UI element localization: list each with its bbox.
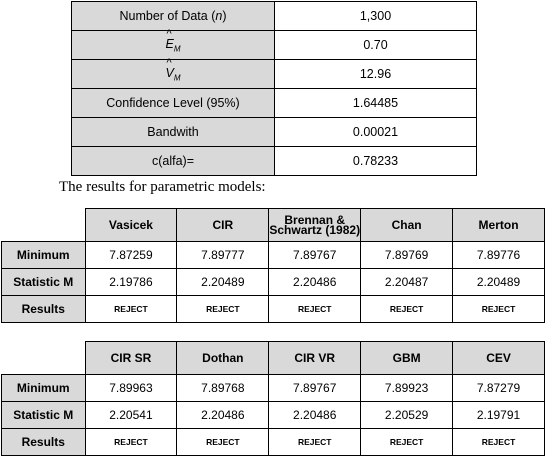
param-row (72, 89, 477, 118)
result-cell: REJECT (361, 296, 453, 323)
statistic-cell: 2.20489 (453, 269, 545, 296)
statistic-cell: 2.20541 (85, 402, 177, 429)
param-row (72, 31, 477, 60)
param-value: 0.78233 (275, 147, 477, 176)
model-header: GBM (361, 342, 453, 375)
empty-corner (2, 342, 86, 375)
model-header: Dothan (177, 342, 269, 375)
param-label-e-hat: ^ $E_M$ (72, 31, 275, 60)
statistic-cell: 2.19791 (453, 402, 545, 429)
param-row (72, 60, 477, 89)
minimum-cell: 7.89767 (269, 375, 361, 402)
row-label: Results (2, 429, 86, 456)
statistic-cell: 2.19786 (85, 269, 177, 296)
model-header-row (2, 209, 545, 242)
param-row (72, 2, 477, 31)
statistic-cell: 2.20489 (177, 269, 269, 296)
param-value: 1,300 (275, 2, 477, 31)
minimum-cell: 7.89777 (177, 242, 269, 269)
param-value: 12.96 (275, 60, 477, 89)
result-cell: REJECT (453, 296, 545, 323)
model-header: CIR SR (85, 342, 177, 375)
result-cell: REJECT (361, 429, 453, 456)
row-label: Minimum (2, 242, 86, 269)
model-header: CIR (177, 209, 269, 242)
result-cell: REJECT (177, 296, 269, 323)
minimum-row (2, 375, 545, 402)
param-value: 0.00021 (275, 118, 477, 147)
row-label: Results (2, 296, 86, 323)
parameter-table (71, 1, 477, 176)
minimum-row (2, 242, 545, 269)
param-value: 0.70 (275, 31, 477, 60)
param-label-v-hat: ^ $V_M$ (72, 60, 275, 89)
result-cell: REJECT (85, 429, 177, 456)
empty-corner (2, 209, 86, 242)
results-row (2, 429, 545, 456)
row-label: Statistic M (2, 269, 86, 296)
result-cell: REJECT (269, 296, 361, 323)
model-header: CEV (453, 342, 545, 375)
results-row (2, 296, 545, 323)
model-header: Chan (361, 209, 453, 242)
result-cell: REJECT (269, 429, 361, 456)
statistic-m-row (2, 269, 545, 296)
param-row (72, 118, 477, 147)
minimum-cell: 7.89769 (361, 242, 453, 269)
param-label: Number of Data (n) (72, 2, 275, 31)
model-header: Vasicek (85, 209, 177, 242)
param-value: 1.64485 (275, 89, 477, 118)
param-row (72, 147, 477, 176)
minimum-cell: 7.89776 (453, 242, 545, 269)
model-header: CIR VR (269, 342, 361, 375)
row-label: Minimum (2, 375, 86, 402)
model-header: Brennan & Schwartz (1982) (269, 209, 361, 242)
param-label: Confidence Level (95%) (72, 89, 275, 118)
results-caption: The results for parametric models: (59, 179, 266, 195)
result-cell: REJECT (85, 296, 177, 323)
minimum-cell: 7.89768 (177, 375, 269, 402)
result-cell: REJECT (177, 429, 269, 456)
minimum-cell: 7.87259 (85, 242, 177, 269)
statistic-cell: 2.20486 (269, 402, 361, 429)
model-header: Merton (453, 209, 545, 242)
statistic-cell: 2.20486 (269, 269, 361, 296)
minimum-cell: 7.87279 (453, 375, 545, 402)
statistic-m-row (2, 402, 545, 429)
minimum-cell: 7.89923 (361, 375, 453, 402)
statistic-cell: 2.20529 (361, 402, 453, 429)
statistic-cell: 2.20486 (177, 402, 269, 429)
model-results-table (1, 341, 545, 456)
minimum-cell: 7.89963 (85, 375, 177, 402)
param-label: c(alfa)= (72, 147, 275, 176)
statistic-cell: 2.20487 (361, 269, 453, 296)
model-header-row (2, 342, 545, 375)
result-cell: REJECT (453, 429, 545, 456)
row-label: Statistic M (2, 402, 86, 429)
param-label: Bandwith (72, 118, 275, 147)
minimum-cell: 7.89767 (269, 242, 361, 269)
model-results-table (1, 208, 545, 323)
